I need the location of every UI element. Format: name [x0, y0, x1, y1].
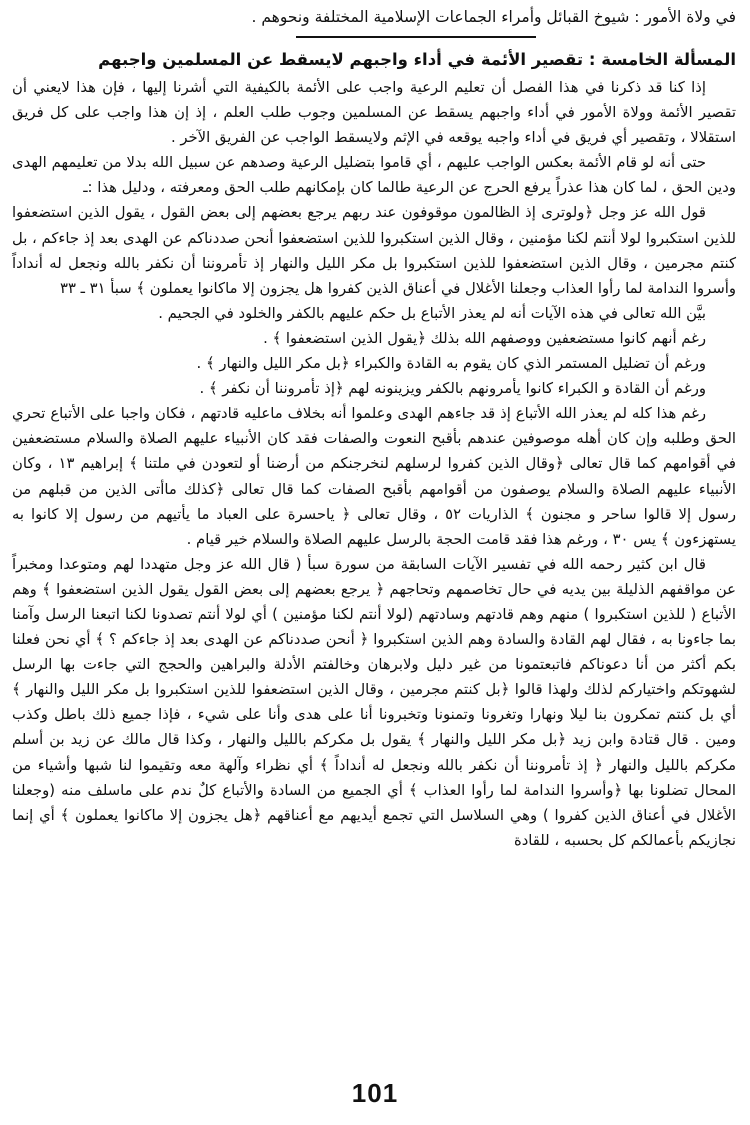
section-title: المسألة الخامسة : تقصير الأئمة في أداء واجبهم لايسقط عن المسلمين واجبهم [98, 50, 736, 69]
paragraph: بيَّن الله تعالى في هذه الآيات أنه لم يعذر الأتباع بل حكم عليهم بالكفر والخلود في الجحيم . [158, 304, 706, 322]
paragraph: قول الله عز وجل ﴿ولوترى إذ الظالمون موقوفون عند ربهم يرجع بعضهم إلى بعض القول ، يقول الذين استضعفوا للذين استكبروا لولا أنتم لكنا مؤمنين ، وقال الذين استكبروا للذين استضعفوا أنحن صددناكم عن الهدى بعد إذ جاءكم ، بل كنتم مجرمين ، وقال الذين استضعفوا للذين استكبروا بل مكر الليل والنهار إذ تأمروننا أن نكفر بالله ونجعل له أنداداً وأسروا الندامة لما رأوا العذاب وجعلنا الأغلال في أعناق الذين كفروا هل يجزون إلا ماكانوا يعملون ﴾ سبأ ٣١ ـ ٣٣ [12, 204, 736, 297]
continued-line: في ولاة الأمور : شيوخ القبائل وأمراء الجماعات الإسلامية المختلفة ونحوهم . [251, 8, 736, 26]
page-number: 101 [351, 1078, 399, 1108]
paragraph: إذا كنا قد ذكرنا في هذا الفصل أن تعليم الرعية واجب على الأئمة بالكيفية التي أشرنا إليها ، فإن هذا لايعني أن تقصير الأئمة وولاة الأمور في أداء واجبهم يسقط عن المسلمين وجوب طلب العلم ، إذ إن هذا واجب على كل فريق استقلالا ، وتقصير أي فريق في أداء واجبه يوقعه في الإثم ولايسقط الواجب عن الفريق الآخر . [12, 79, 736, 147]
paragraph: ورغم أن تضليل المستمر الذي كان يقوم به القادة والكبراء ﴿بل مكر الليل والنهار ﴾ . [196, 355, 706, 373]
paragraph: حتى أنه لو قام الأئمة بعكس الواجب عليهم ، أي قاموا بتضليل الرعية وصدهم عن سبيل الله بدلا من تعليمهم الهدى ودين الحق ، لما كان هذا عذراً يرفع الحرج عن الرعية طالما كان بإمكانهم طلب الحق ومعرفته ، ودليل هذا :ـ [12, 154, 736, 197]
paragraph: رغم هذا كله لم يعذر الله الأتباع إذ قد جاءهم الهدى وعلموا أنه بخلاف ماعليه قادتهم ، فكان واجبا على الأتباع تحري الحق وطلبه وإن كان أهله موصوفين عندهم بأقبح النعوت والصفات فقد كان الأنبياء عليهم الصلاة والسلام مستضعفين في أقوامهم كما قال تعالى ﴿وقال الذين كفروا لرسلهم لنخرجنكم من أرضنا أو لتعودن في ملتنا ﴾ إبراهيم ١٣ ، وكان الأنبياء عليهم الصلاة والسلام يوصفون من أقوامهم بأقبح الصفات كما قال تعالى ﴿كذلك ماأتى الذين من قبلهم من رسول إلا قالوا ساحر و مجنون ﴾ الذاريات ٥٢ ، وقال تعالى ﴿ ياحسرة على العباد ما يأتيهم من رسول إلا كانوا به يستهزءون ﴾ يس ٣٠ ، ورغم هذا فقد قامت الحجة بالرسل عليهم الصلاة والسلام خير قيام . [12, 405, 737, 548]
paragraph: رغم أنهم كانوا مستضعفين ووصفهم الله بذلك ﴿يقول الذين استضعفوا ﴾ . [263, 329, 706, 347]
paragraph: ورغم أن القادة و الكبراء كانوا يأمرونهم بالكفر ويزينونه لهم ﴿إذ تأمروننا أن نكفر ﴾ . [199, 380, 706, 398]
page-body [12, 6, 736, 853]
section-separator [296, 36, 536, 38]
paragraph: قال ابن كثير رحمه الله في تفسير الآيات السابقة من سورة سبأ ( قال الله عز وجل متهددا لهم ومتوعدا ومخبراً عن مواقفهم الذليلة بين يديه في حال تخاصمهم وتحاجهم ﴿ يرجع بعضهم إلى بعض القول يقول الذين استضعفوا ﴾ وهم الأتباع ( للذين استكبروا ) منهم وهم قادتهم وسادتهم (لولا أنتم لكنا مؤمنين ) أي لولا أنتم تصدونا لكنا اتبعنا الرسل وآمنا بما جاءونا به ، فقال لهم القادة والسادة وهم الذين استكبروا ﴿ أنحن صددناكم عن الهدى بعد إذ جاءكم ؟ ﴾ أي نحن فعلنا بكم أكثر من أنا دعوناكم فاتبعتمونا من غير دليل ولابرهان وخالفتم الأدلة والبراهين والحجج التي جاءت بها الرسل لشهوتكم واختياركم لذلك ولهذا قالوا ﴿بل كنتم مجرمين ، وقال الذين استضعفوا للذين استكبروا بل مكر الليل والنهار ﴾ أي بل كنتم تمكرون بنا ليلا ونهارا وتغرونا وتمنونا وتخبرونا أنا على هدى وأنا على شيء ، فإذا جميع ذلك باطل وكذب ومين . قال قتادة وابن زيد ﴿بل مكر الليل والنهار ﴾ يقول بل مكركم بالليل والنهار ، وكذا قال مالك عن زيد بن أسلم مكركم بالليل والنهار ﴿ إذ تأمروننا أن نكفر بالله ونجعل له أنداداً ﴾ أي نظراء وآلهة معه وتقيموا لنا شبها وأشياء من المحال تضلونا بها ﴿وأسروا الندامة لما رأوا العذاب ﴾ أي الجميع من السادة والأتباع كلٌ ندم على ماسلف منه (وجعلنا الأغلال في أعناق الذين كفروا ) وهي السلاسل التي تجمع أيديهم مع أعناقهم ﴿هل يجزون إلا ماكانوا يعملون ﴾ أي إنما نجازيكم بأعمالكم كل بحسبه ، للقادة [12, 555, 736, 849]
